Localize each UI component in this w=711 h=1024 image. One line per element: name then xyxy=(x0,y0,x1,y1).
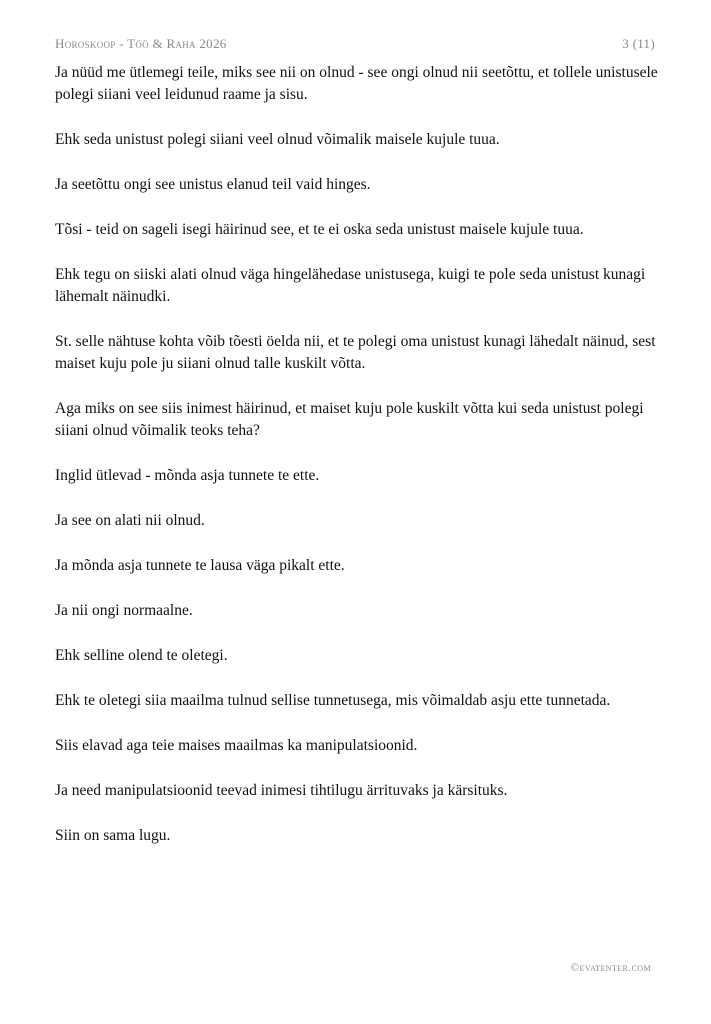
paragraph: Inglid ütlevad - mõnda asja tunnete te ette. xyxy=(55,467,320,484)
document-title: Horoskoop - Töö & Raha 2026 xyxy=(55,36,227,51)
paragraph: Tõsi - teid on sageli isegi häirinud see, et te ei oska seda unistust maisele kujule tuua. xyxy=(55,221,584,238)
paragraph: Ja need manipulatsioonid teevad inimesi tihtilugu ärrituvaks ja kärsituks. xyxy=(55,782,508,799)
paragraph: St. selle nähtuse kohta võib tõesti öelda nii, et te polegi oma unistust kunagi lähedalt näinud, sest maiset kuju pole ju siiani olnud talle kuskilt võtta. xyxy=(55,333,656,372)
paragraph: Ehk selline olend te oletegi. xyxy=(55,647,228,664)
page-header xyxy=(55,36,655,54)
paragraph: Ja seetõttu ongi see unistus elanud teil vaid hinges. xyxy=(55,176,371,193)
copyright-footer: ©evatenter.com xyxy=(570,962,651,974)
page-number: 3 (11) xyxy=(622,36,655,51)
paragraph: Siin on sama lugu. xyxy=(55,827,171,844)
paragraph: Ja see on alati nii olnud. xyxy=(55,512,205,529)
paragraph: Siis elavad aga teie maises maailmas ka manipulatsioonid. xyxy=(55,737,418,754)
paragraph: Ehk te oletegi siia maailma tulnud sellise tunnetusega, mis võimaldab asju ette tunnetada. xyxy=(55,692,611,709)
paragraph: Ja nii ongi normaalne. xyxy=(55,602,193,619)
paragraph: Ehk seda unistust polegi siiani veel olnud võimalik maisele kujule tuua. xyxy=(55,131,500,148)
paragraph: Aga miks on see siis inimest häirinud, et maiset kuju pole kuskilt võtta kui seda unistust polegi siiani olnud võimalik teoks teha? xyxy=(55,400,644,439)
paragraph: Ja mõnda asja tunnete te lausa väga pikalt ette. xyxy=(55,557,345,574)
paragraph: Ja nüüd me ütlemegi teile, miks see nii on olnud - see ongi olnud nii seetõttu, et tollele unistusele polegi siiani veel leidunud raame ja sisu. xyxy=(55,64,658,103)
paragraph: Ehk tegu on siiski alati olnud väga hingelähedase unistusega, kuigi te pole seda unistust kunagi lähemalt näinudki. xyxy=(55,266,646,305)
document-body xyxy=(55,62,665,870)
